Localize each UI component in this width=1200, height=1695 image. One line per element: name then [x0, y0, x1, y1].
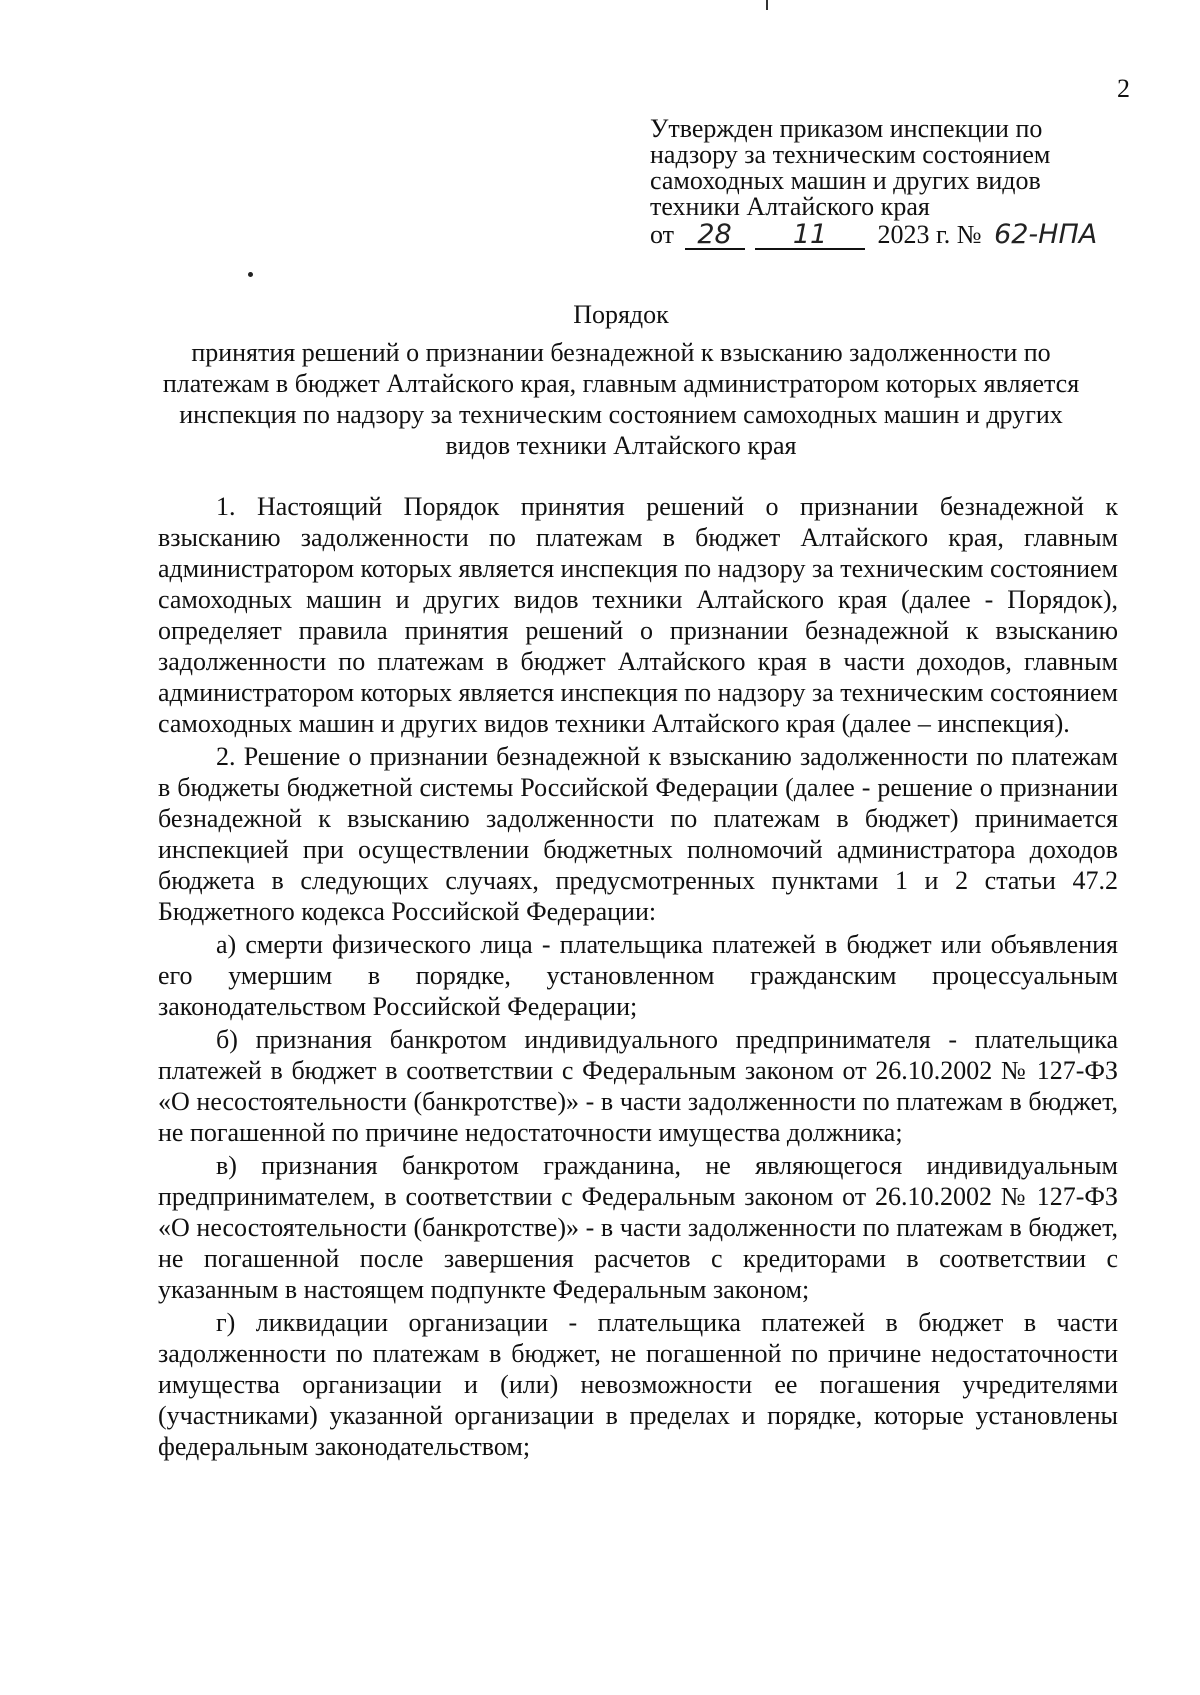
date-prefix: от: [650, 220, 675, 249]
document-body: [158, 491, 1118, 1462]
handwritten-month: 11: [755, 222, 865, 250]
paragraph-1: 1. Настоящий Порядок принятия решений о признании безнадежной к взысканию задолженности по платежам в бюджет Алтайского края, главным администратором которых является инспекция по надзору за техническим состоянием самоходных машин и других видов техники Алтайского края (далее - Порядок), определяет правила принятия решений о признании безнадежной к взысканию задолженности по платежам в бюджет Алтайского края в части доходов, главным администратором которых является инспекция по надзору за техническим состоянием самоходных машин и других видов техники Алтайского края (далее – инспекция).: [158, 492, 1118, 738]
approval-stamp-text: Утвержден приказом инспекции по надзору за техническим состоянием самоходных машин и других видов техники Алтайского края: [650, 114, 1051, 221]
scan-mark: [766, 0, 768, 10]
year-and-number-label: 2023 г. №: [877, 220, 982, 249]
handwritten-order-number: 62-НПА: [994, 219, 1098, 250]
subparagraph-g: г) ликвидации организации - плательщика платежей в бюджет в части задолженности по платежам в бюджет, не погашенной по причине недостаточности имущества организации и (или) невозможности ее погашения учредителями (участниками) указанной организации в пределах и порядке, которые установлены федеральным законодательством;: [158, 1308, 1118, 1461]
subparagraph-a: а) смерти физического лица - плательщика платежей в бюджет или объявления его умершим в порядке, установленном гражданским процессуальным законодательством Российской Федерации;: [158, 930, 1118, 1021]
subparagraph-v: в) признания банкротом гражданина, не являющегося индивидуальным предпринимателем, в соответствии с Федеральным законом от 26.10.2002 № 127-ФЗ «О несостоятельности (банкротстве)» - в части задолженности по платежам в бюджет, не погашенной после завершения расчетов с кредиторами в соответствии с указанным в настоящем подпункте Федеральным законом;: [158, 1151, 1118, 1304]
paragraph-2: 2. Решение о признании безнадежной к взысканию задолженности по платежам в бюджеты бюджетной системы Российской Федерации (далее - решение о признании безнадежной к взысканию задолженности по платежам в бюджет) принимается инспекцией при осуществлении бюджетных полномочий администратора доходов бюджета в следующих случаях, предусмотренных пунктами 1 и 2 статьи 47.2 Бюджетного кодекса Российской Федерации:: [158, 742, 1118, 926]
handwritten-day: 28: [685, 222, 745, 250]
scan-dot: [248, 272, 253, 277]
subparagraph-b: б) признания банкротом индивидуального предпринимателя - плательщика платежей в бюджет в соответствии с Федеральным законом от 26.10.2002 № 127-ФЗ «О несостоятельности (банкротстве)» - в части задолженности по платежам в бюджет, не погашенной по причине недостаточности имущества должника;: [158, 1025, 1118, 1147]
approval-date-line: [650, 220, 1144, 250]
document-subtitle: принятия решений о признании безнадежной к взысканию задолженности по платежам в бюджет Алтайского края, главным администратором которых является инспекция по надзору за техническим состоянием самоходных машин и других видов техники Алтайского края: [162, 338, 1080, 460]
page-number: 2: [1117, 74, 1130, 103]
document-title: Порядок: [573, 300, 669, 329]
